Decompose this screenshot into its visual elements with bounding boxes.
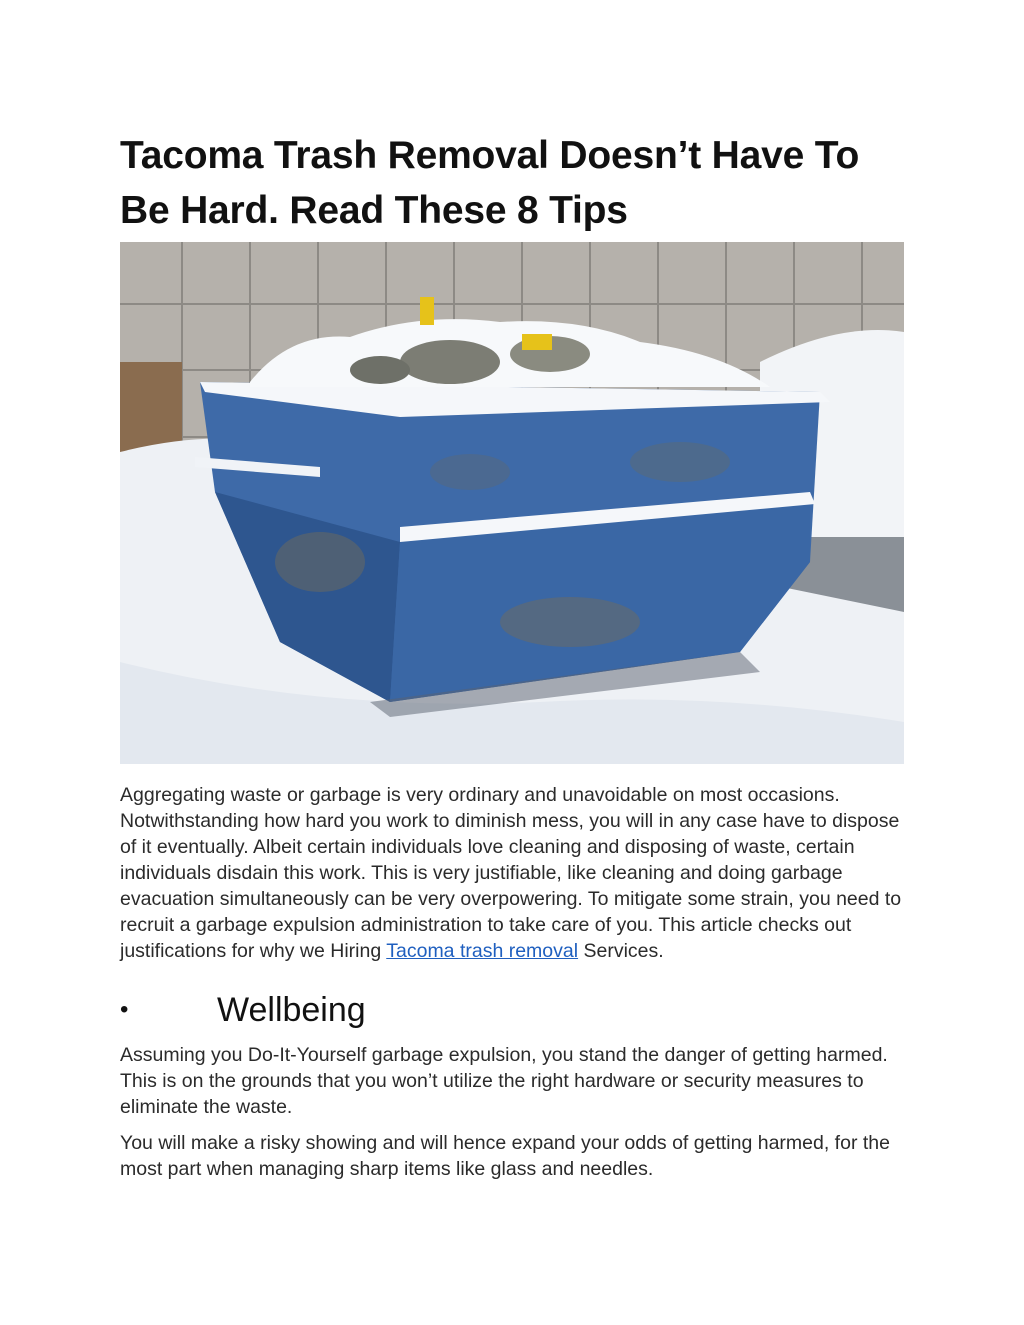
article	[120, 128, 906, 1182]
tacoma-trash-removal-link[interactable]: Tacoma trash removal	[386, 940, 579, 962]
section-heading-wellbeing	[120, 988, 906, 1032]
section-heading-text: Wellbeing	[217, 990, 366, 1029]
bullet-icon: •	[120, 996, 129, 1023]
wellbeing-paragraph-2: You will make a risky showing and will hence expand your odds of getting harmed, for the most part when managing sharp items like glass and needles.	[120, 1132, 890, 1180]
hero-image	[120, 242, 904, 764]
article-title: Tacoma Trash Removal Doesn’t Have To Be Hard. Read These 8 Tips	[120, 134, 860, 232]
intro-text-end: Services.	[578, 940, 664, 962]
intro-text: Aggregating waste or garbage is very ordinary and unavoidable on most occasions. Notwithstanding how hard you work to diminish mess, you will in any case have to dispose of it eventually. Albeit certain individuals love cleaning and disposing of waste, certain individuals disdain this work. This is very justifiable, like cleaning and doing garbage evacuation simultaneously can be very overpowering. To mitigate some strain, you need to recruit a garbage expulsion administration to take care of you. This article checks out justifications for why we Hiring	[120, 784, 902, 962]
wellbeing-paragraph-1: Assuming you Do-It-Yourself garbage expulsion, you stand the danger of getting harmed. This is on the grounds that you won’t utilize the right hardware or security measures to eliminate the waste.	[120, 1044, 888, 1118]
intro-paragraph	[120, 782, 906, 964]
